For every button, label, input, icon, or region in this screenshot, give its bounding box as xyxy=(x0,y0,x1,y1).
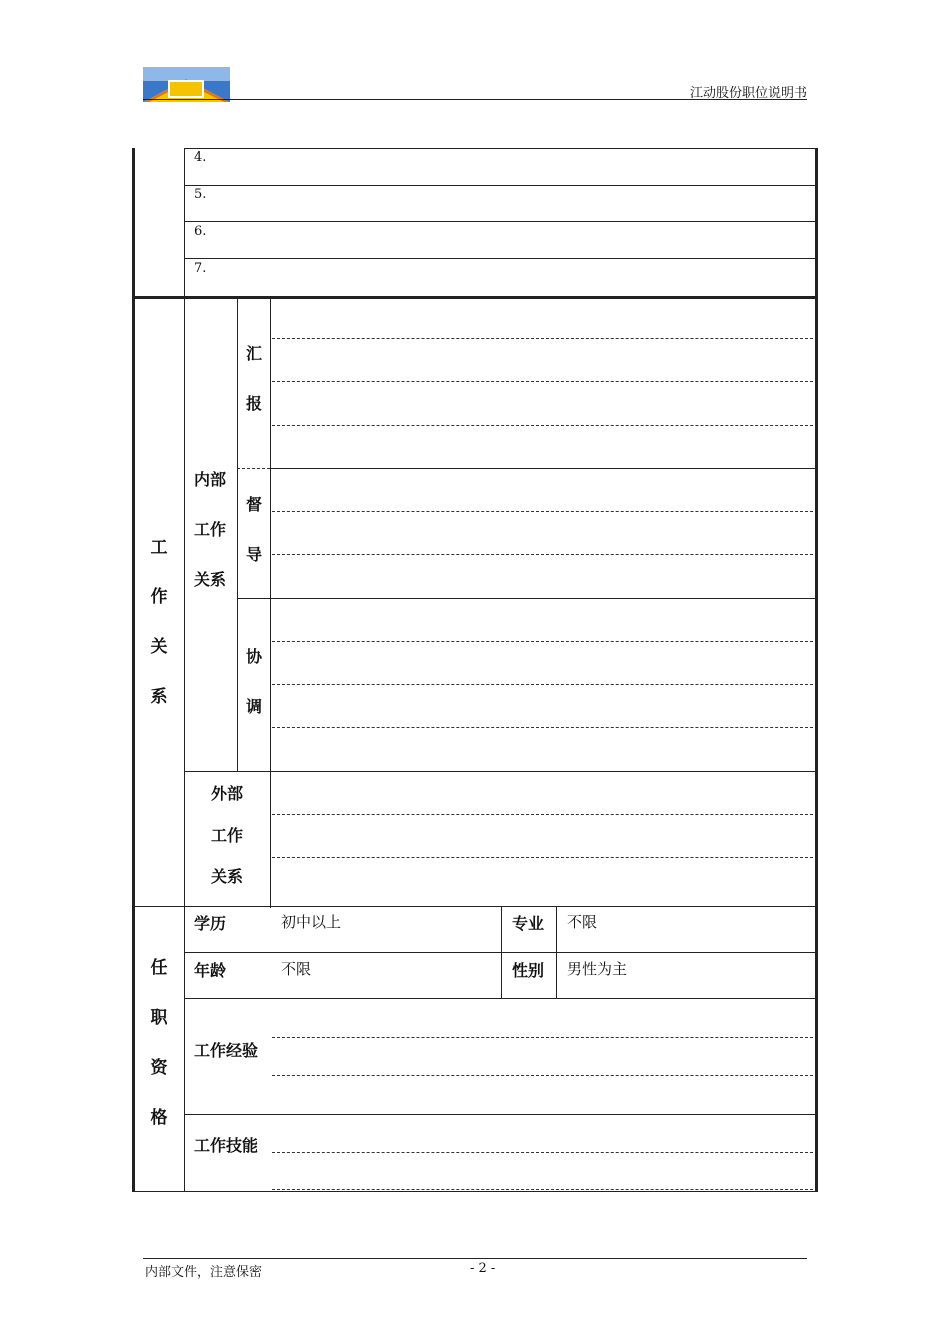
major-label: 专业 xyxy=(512,914,545,933)
company-logo xyxy=(143,67,230,102)
external-relations-label: 关系 xyxy=(211,867,244,886)
internal-relations-label: 关系 xyxy=(194,570,227,589)
qualifications-section-char: 格 xyxy=(150,1108,168,1128)
relations-section-char: 系 xyxy=(150,687,168,707)
internal-relations-label: 工作 xyxy=(194,520,227,539)
page-number: - 2 - xyxy=(470,1261,496,1276)
report-label-char: 汇 xyxy=(245,344,262,363)
duty-item-number: 5. xyxy=(194,187,207,202)
experience-label: 工作经验 xyxy=(194,1041,259,1060)
external-relations-label: 工作 xyxy=(211,826,244,845)
supervise-label-char: 导 xyxy=(245,545,262,564)
document-title: 江动股份职位说明书 xyxy=(689,86,807,101)
relations-section-char: 工 xyxy=(150,538,168,558)
confidential-notice: 内部文件，注意保密 xyxy=(145,1265,263,1280)
duty-item-number: 7. xyxy=(194,261,207,276)
supervise-label-char: 督 xyxy=(245,495,262,514)
duty-item-number: 4. xyxy=(194,150,207,165)
qualifications-section-char: 任 xyxy=(150,958,168,978)
age-label: 年龄 xyxy=(194,961,227,980)
relations-section-char: 作 xyxy=(150,587,168,607)
internal-relations-label: 内部 xyxy=(194,470,227,489)
relations-section-char: 关 xyxy=(150,637,168,657)
footer-rule xyxy=(143,1258,807,1259)
skills-label: 工作技能 xyxy=(194,1136,259,1155)
gender-label: 性别 xyxy=(512,961,545,980)
qualifications-section-char: 职 xyxy=(150,1008,168,1028)
gender-value: 男性为主 xyxy=(567,960,628,978)
education-label: 学历 xyxy=(194,914,227,933)
report-label-char: 报 xyxy=(245,394,262,413)
external-relations-label: 外部 xyxy=(211,784,244,803)
major-value: 不限 xyxy=(567,913,598,931)
duty-item-number: 6. xyxy=(194,224,207,239)
coordinate-label-char: 调 xyxy=(245,697,262,716)
qualifications-section-char: 资 xyxy=(150,1058,168,1078)
coordinate-label-char: 协 xyxy=(245,647,262,666)
education-value: 初中以上 xyxy=(281,913,342,931)
age-value: 不限 xyxy=(281,960,312,978)
